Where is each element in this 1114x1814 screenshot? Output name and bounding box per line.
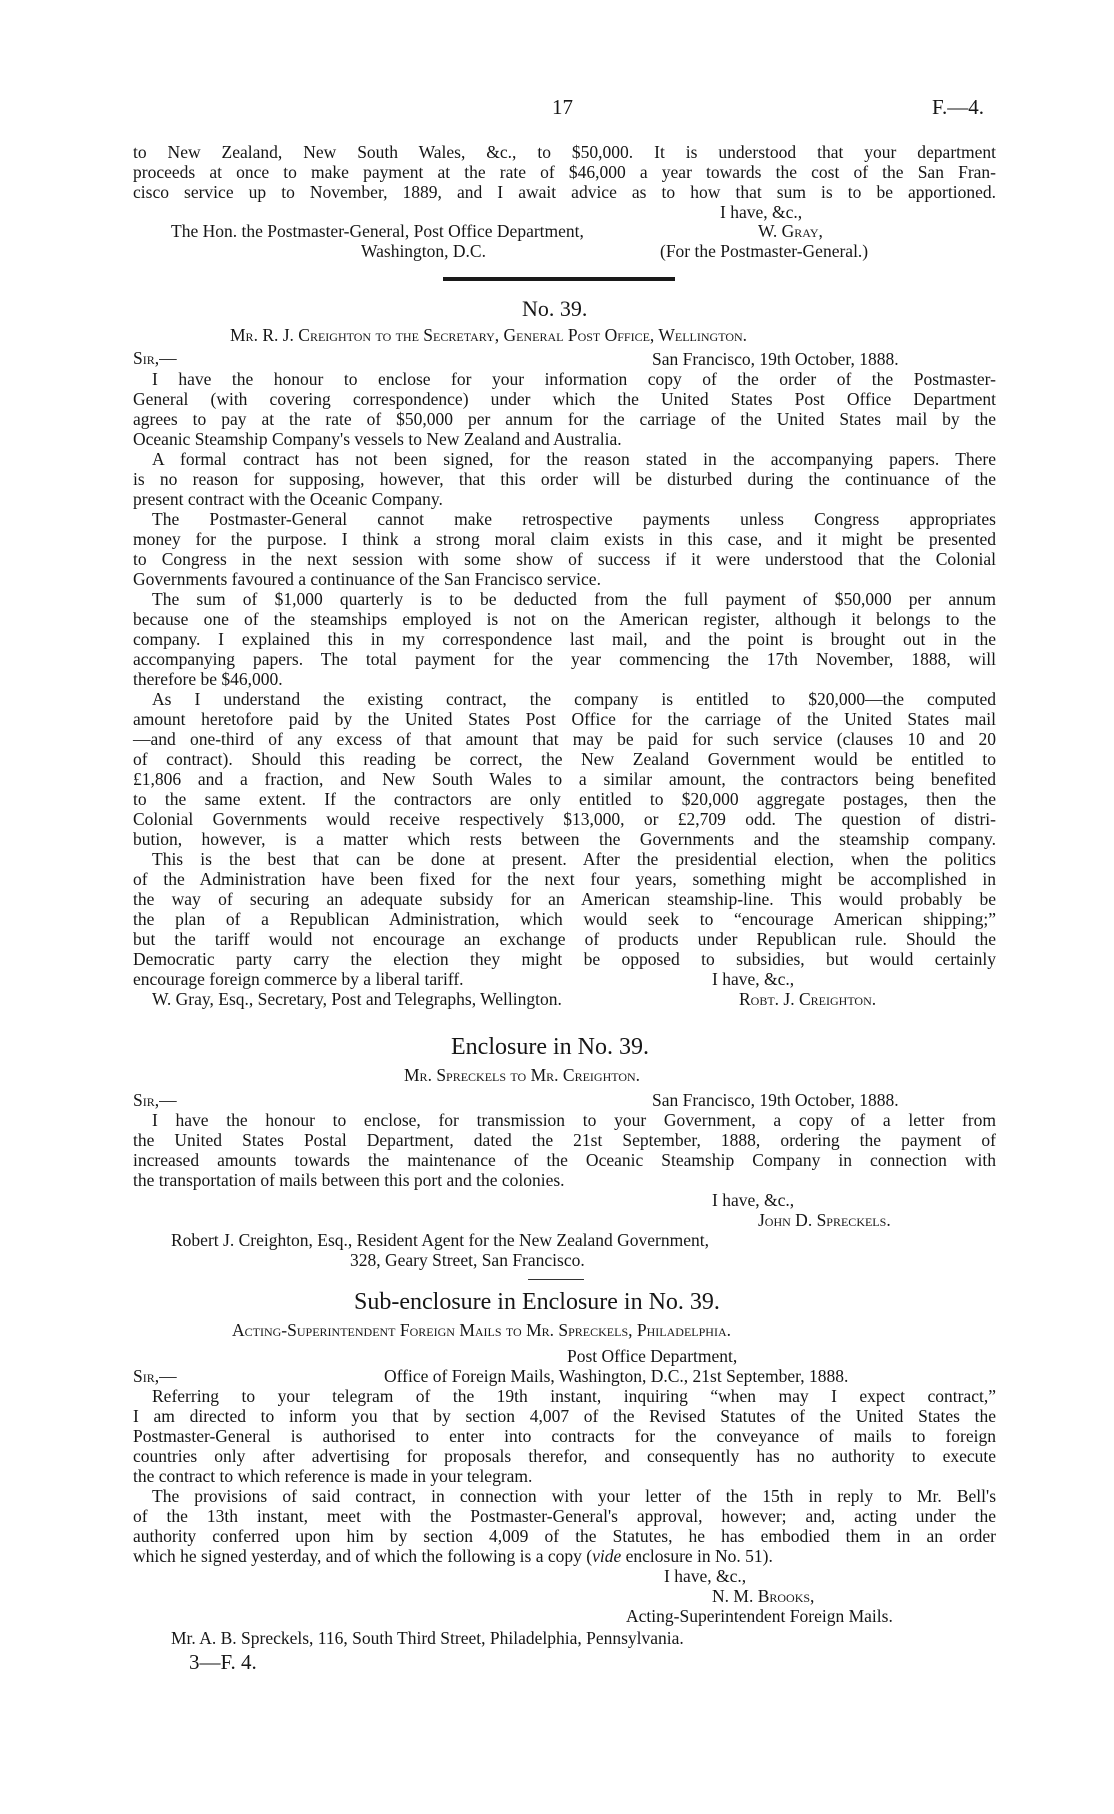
letter-line: £1,806 and a fraction, and New South Wales to a similar amount, the contractors being benefited (133, 769, 996, 789)
enclosure-line: the transportation of mails between this port and the colonies. (133, 1170, 565, 1190)
letter-line: Oceanic Steamship Company's vessels to New Zealand and Australia. (133, 429, 622, 449)
enclosure-line: I have the honour to enclose, for transmission to your Government, a copy of a letter from (152, 1110, 996, 1130)
letter-line: of the Administration have been fixed for the next four years, something might be accomplished in (133, 869, 996, 889)
enclosure-closing: I have, &c., (712, 1190, 795, 1210)
letter-line: because one of the steamships employed is not on the American register, although it belongs to the (133, 609, 996, 629)
intro-addressee: The Hon. the Postmaster-General, Post Office Department, (171, 221, 584, 241)
letter-closing: I have, &c., (712, 969, 795, 989)
letter-line: The sum of $1,000 quarterly is to be deducted from the full payment of $50,000 per annum (152, 589, 996, 609)
enclosure-line: the United States Postal Department, dated the 21st September, 1888, ordering the payment of (133, 1130, 996, 1150)
sub-enclosure-subheading: Acting-Superintendent Foreign Mails to Mr. Spreckels, Philadelphia. (232, 1320, 731, 1340)
letter-signer: Robt. J. Creighton. (739, 989, 877, 1009)
enclosure-subheading: Mr. Spreckels to Mr. Creighton. (404, 1065, 641, 1085)
sub-enclosure-signer: N. M. Brooks, (712, 1586, 815, 1606)
intro-line-3: cisco service up to November, 1889, and I await advice as to how that sum is to be apportioned. (133, 182, 996, 202)
letter-line: Democratic party carry the election they might be opposed to subsidies, but would certainly (133, 949, 996, 969)
intro-signer-role: (For the Postmaster-General.) (660, 241, 869, 261)
letter-line: company. I explained this in my correspondence last mail, and the point is brought out in the (133, 629, 996, 649)
sub-enclosure-line: which he signed yesterday, and of which the following is a copy (vide enclosure in No. 51). (133, 1546, 773, 1566)
letter-salutation: Sir,— (133, 348, 177, 368)
sub-enclosure-heading: Sub-enclosure in Enclosure in No. 39. (354, 1289, 720, 1315)
letter-line: I have the honour to enclose for your information copy of the order of the Postmaster- (152, 369, 996, 389)
letter-line: The Postmaster-General cannot make retrospective payments unless Congress appropriates (152, 509, 996, 529)
letter-line: the plan of a Republican Administration, which would seek to “encourage American shipping;” (133, 909, 996, 929)
enclosure-signer: John D. Spreckels. (758, 1210, 891, 1230)
letter-line: Colonial Governments would receive respectively $13,000, or £2,709 odd. The question of distri- (133, 809, 996, 829)
letter-line: present contract with the Oceanic Company. (133, 489, 443, 509)
letter-line: Governments favoured a continuance of the San Francisco service. (133, 569, 601, 589)
enclosure-addressee: Robert J. Creighton, Esq., Resident Agent for the New Zealand Government, (171, 1230, 710, 1250)
letter-line: This is the best that can be done at present. After the presidential election, when the politics (152, 849, 996, 869)
intro-signer: W. Gray, (758, 221, 823, 241)
letter-line: is no reason for supposing, however, that this order will be disturbed during the continuance of the (133, 469, 996, 489)
enclosure-heading: Enclosure in No. 39. (451, 1034, 649, 1060)
sub-enclosure-closing: I have, &c., (664, 1566, 747, 1586)
sub-enclosure-line: Referring to your telegram of the 19th instant, inquiring “when may I expect contract,” (152, 1386, 996, 1406)
letter-line: amount heretofore paid by the United States Post Office for the carriage of the United States mail (133, 709, 996, 729)
letter-line: agrees to pay at the rate of $50,000 per annum for the carriage of the United States mail by the (133, 409, 996, 429)
sub-enclosure-line: Postmaster-General is authorised to enter into contracts for the conveyance of mails to foreign (133, 1426, 996, 1446)
sub-enclosure-line: authority conferred upon him by section 4,009 of the Statutes, he has embodied them in an order (133, 1526, 996, 1546)
sub-enclosure-line: I am directed to inform you that by section 4,007 of the Revised Statutes of the United States the (133, 1406, 996, 1426)
document-code: F.—4. (932, 95, 984, 119)
sub-enclosure-addressee: Mr. A. B. Spreckels, 116, South Third Street, Philadelphia, Pennsylvania. (171, 1628, 684, 1648)
intro-addressee-city: Washington, D.C. (361, 241, 486, 261)
letter-line: bution, however, is a matter which rests between the Governments and the steamship company. (133, 829, 996, 849)
letter-line: encourage foreign commerce by a liberal tariff. (133, 969, 464, 989)
letter-line: General (with covering correspondence) under which the United States Post Office Department (133, 389, 996, 409)
enclosure-salutation: Sir,— (133, 1090, 177, 1110)
intro-closing: I have, &c., (720, 202, 803, 222)
letter-line: therefore be $46,000. (133, 669, 283, 689)
letter-line: the way of securing an adequate subsidy for an American steamship-line. This would probably be (133, 889, 996, 909)
enclosure-line: increased amounts towards the maintenance of the Oceanic Steamship Company in connection with (133, 1150, 996, 1170)
section-divider (528, 1279, 584, 1280)
signature-mark: 3—F. 4. (189, 1650, 257, 1674)
intro-line-2: proceeds at once to make payment at the rate of $46,000 a year towards the cost of the San Fran- (133, 162, 996, 182)
letter-subheading: Mr. R. J. Creighton to the Secretary, General Post Office, Wellington. (230, 325, 748, 345)
letter-line: to Congress in the next session with some show of success if it were understood that the Colonial (133, 549, 996, 569)
letter-line: to the same extent. If the contractors are only entitled to $20,000 aggregate postages, then the (133, 789, 996, 809)
sub-enclosure-place-date: Office of Foreign Mails, Washington, D.C., 21st September, 1888. (384, 1366, 849, 1386)
enclosure-place-date: San Francisco, 19th October, 1888. (652, 1090, 899, 1110)
sub-enclosure-signer-role: Acting-Superintendent Foreign Mails. (626, 1606, 893, 1626)
letter-line: but the tariff would not encourage an exchange of products under Republican rule. Should the (133, 929, 996, 949)
sub-enclosure-line: the contract to which reference is made in your telegram. (133, 1466, 533, 1486)
letter-line: —and one-third of any excess of that amount that may be paid for such service (clauses 10 and 20 (133, 729, 996, 749)
section-divider (443, 277, 675, 281)
sub-enclosure-line: of the 13th instant, meet with the Postmaster-General's approval, however; and, acting under the (133, 1506, 996, 1526)
letter-line: money for the purpose. I think a strong moral claim exists in this case, and it might be presented (133, 529, 996, 549)
letter-place-date: San Francisco, 19th October, 1888. (652, 349, 899, 369)
sub-enclosure-line: countries only after advertising for proposals therefor, and consequently has no authority to execute (133, 1446, 996, 1466)
letter-heading: No. 39. (522, 296, 588, 321)
letter-line: of contract). Should this reading be correct, the New Zealand Government would be entitled to (133, 749, 996, 769)
sub-enclosure-department: Post Office Department, (567, 1346, 738, 1366)
letter-addressee: W. Gray, Esq., Secretary, Post and Telegraphs, Wellington. (152, 989, 562, 1009)
intro-line-1: to New Zealand, New South Wales, &c., to $50,000. It is understood that your department (133, 142, 996, 162)
sub-enclosure-line: The provisions of said contract, in connection with your letter of the 15th in reply to Mr. Bell's (152, 1486, 996, 1506)
enclosure-addressee-street: 328, Geary Street, San Francisco. (350, 1250, 585, 1270)
sub-enclosure-salutation: Sir,— (133, 1366, 177, 1386)
letter-line: A formal contract has not been signed, for the reason stated in the accompanying papers. There (152, 449, 996, 469)
letter-line: As I understand the existing contract, the company is entitled to $20,000—the computed (152, 689, 996, 709)
page-number: 17 (552, 95, 573, 119)
letter-line: accompanying papers. The total payment for the year commencing the 17th November, 1888, will (133, 649, 996, 669)
